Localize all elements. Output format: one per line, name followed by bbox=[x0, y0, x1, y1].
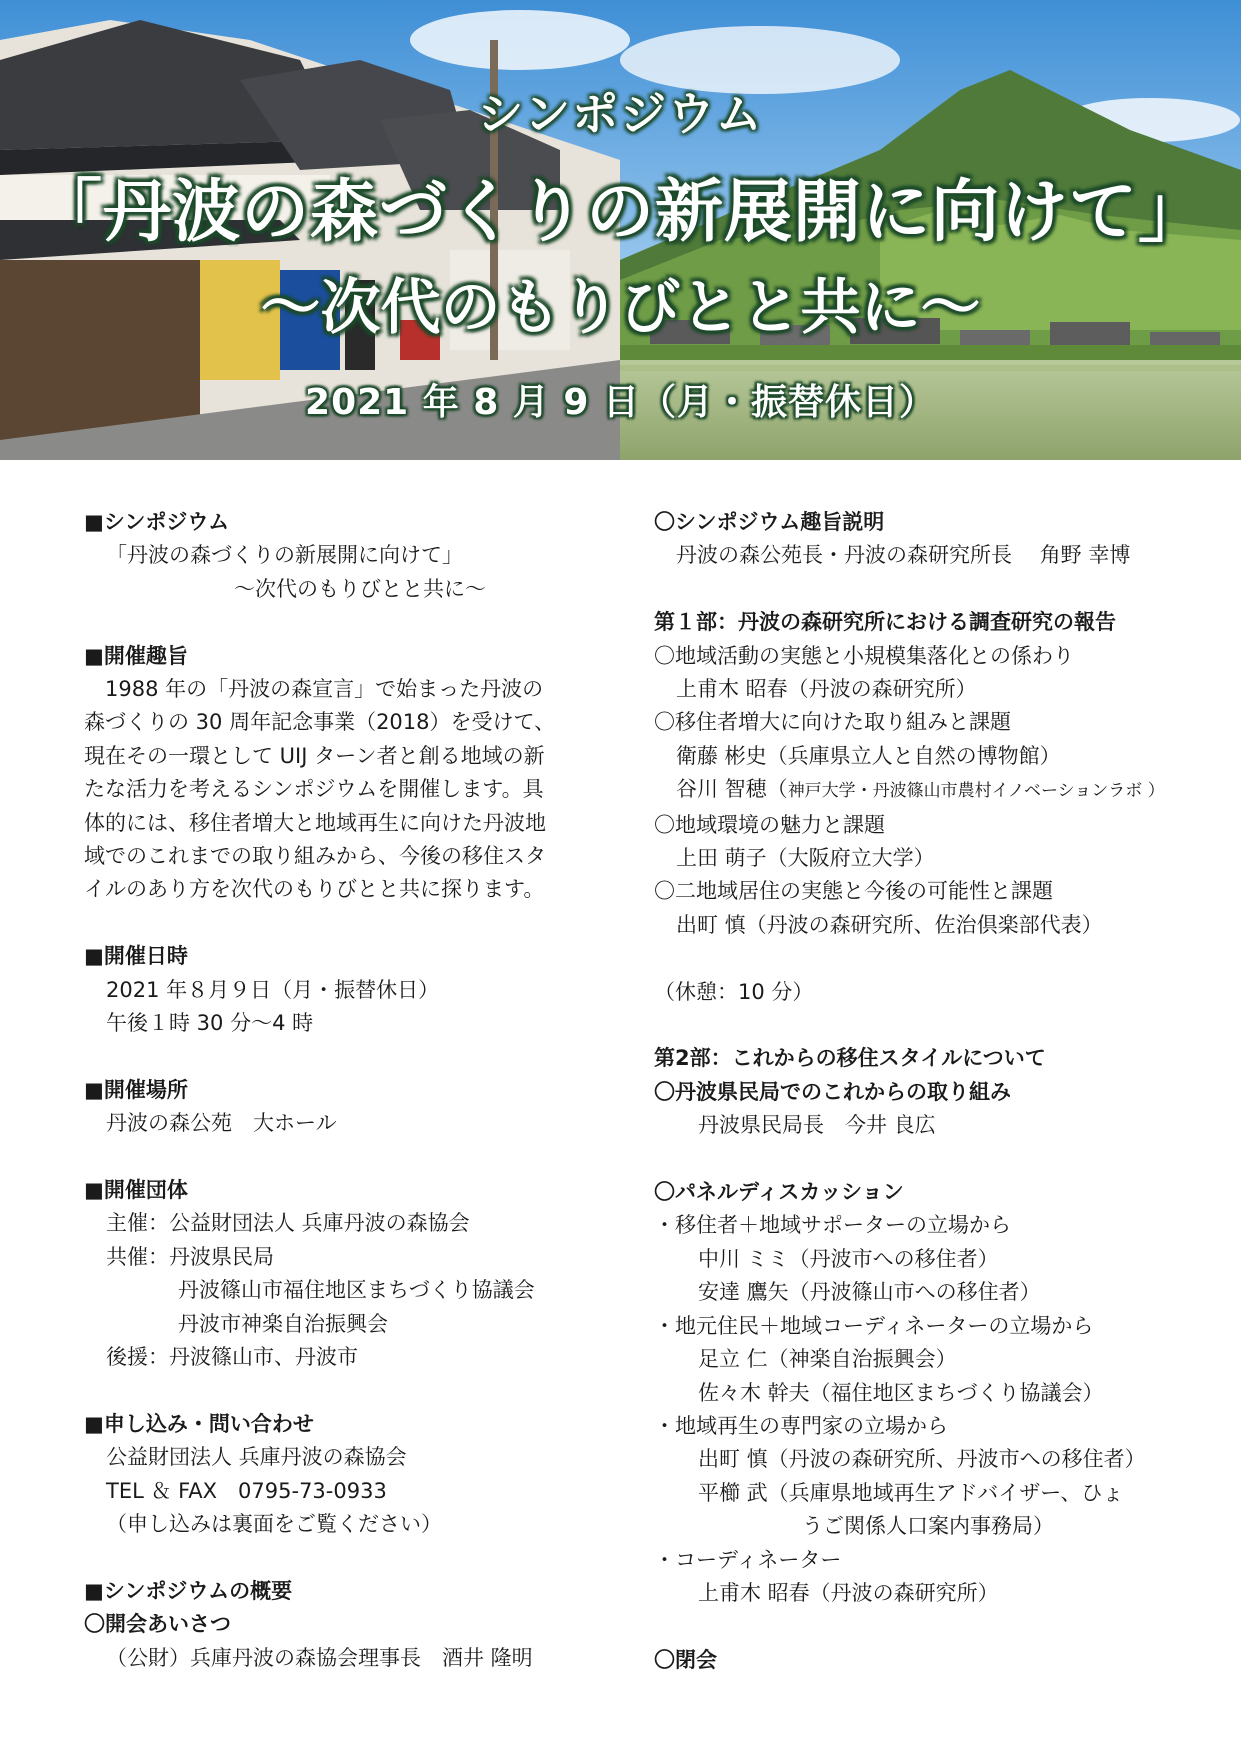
panelist: 安達 鷹矢（丹波篠山市への移住者） bbox=[698, 1280, 1041, 1305]
page-subtitle: ～次代のもりびとと共に～ bbox=[260, 273, 981, 343]
panelist: 足立 仁（神楽自治振興会） bbox=[698, 1347, 957, 1372]
section-heading-purpose: ■開催趣旨 bbox=[84, 643, 188, 668]
speaker-affiliation: 神戸大学・丹波篠山市農村イノベーションラボ ） bbox=[787, 781, 1165, 802]
panelist: 出町 慎（丹波の森研究所、丹波市への移住者） bbox=[698, 1447, 1146, 1472]
speaker bbox=[654, 773, 1174, 808]
contact-note: （申し込みは裏面をご覧ください） bbox=[106, 1512, 442, 1537]
venue-text: 丹波の森公苑 大ホール bbox=[106, 1111, 337, 1136]
speaker-name: 谷川 智穂（ bbox=[676, 777, 788, 802]
panelist: 佐々木 幹夫（福住地区まちづくり協議会） bbox=[698, 1380, 1104, 1405]
host-text: 主催：公益財団法人 兵庫丹波の森協会 bbox=[106, 1211, 470, 1236]
panel-group: ・コーディネーター bbox=[654, 1547, 842, 1572]
left-column bbox=[84, 506, 604, 1675]
program-intro: 〇シンポジウム趣旨説明 bbox=[654, 510, 885, 534]
panelist: 上甫木 昭春（丹波の森研究所） bbox=[698, 1580, 999, 1605]
event-date-text: 2021 年８月９日（月・振替休日） bbox=[106, 977, 440, 1002]
intro-speaker: 丹波の森公苑長・丹波の森研究所長 角野 幸博 bbox=[676, 543, 1131, 568]
contact-tel: TEL ＆ FAX 0795-73-0933 bbox=[106, 1478, 387, 1503]
speaker: 丹波県民局長 今井 良広 bbox=[698, 1113, 936, 1138]
event-time-text: 午後１時 30 分～4 時 bbox=[106, 1011, 314, 1036]
purpose-line: 体的には、移住者増大と地域再生に向けた丹波地 bbox=[84, 810, 546, 835]
section-heading-venue: ■開催場所 bbox=[84, 1077, 188, 1102]
panel-group: ・地域再生の専門家の立場から bbox=[654, 1413, 948, 1438]
section-heading-contact: ■申し込み・問い合わせ bbox=[84, 1411, 314, 1436]
opening-speaker: （公財）兵庫丹波の森協会理事長 酒井 隆明 bbox=[106, 1645, 533, 1670]
panelist: 平櫛 武（兵庫県地域再生アドバイザー、ひょ bbox=[698, 1480, 1124, 1505]
purpose-line: 森づくりの 30 周年記念事業（2018）を受けて、 bbox=[84, 710, 556, 735]
purpose-line: 1988 年の「丹波の森宣言」で始まった丹波の bbox=[84, 677, 544, 702]
symposium-title: 「丹波の森づくりの新展開に向けて」 bbox=[106, 543, 463, 568]
speaker: 出町 慎（丹波の森研究所、佐治倶楽部代表） bbox=[676, 912, 1103, 937]
section-heading-overview: ■シンポジウムの概要 bbox=[84, 1578, 293, 1603]
program-opening: 〇開会あいさつ bbox=[84, 1612, 231, 1637]
section-heading-symposium: ■シンポジウム bbox=[84, 510, 230, 534]
page-title: 「丹波の森づくりの新展開に向けて」 bbox=[33, 173, 1207, 252]
purpose-line: 現在その一環として UIJ ターン者と創る地域の新 bbox=[84, 743, 545, 768]
part1-heading: 第１部：丹波の森研究所における調査研究の報告 bbox=[654, 610, 1116, 635]
panel-group: ・地元住民＋地域コーディネーターの立場から bbox=[654, 1313, 1094, 1338]
program-topic: 〇二地域居住の実態と今後の可能性と課題 bbox=[654, 879, 1053, 904]
symposium-label: シンポジウム bbox=[477, 87, 764, 141]
purpose-line: イルのあり方を次代のもりびとと共に探ります。 bbox=[84, 877, 545, 902]
event-date: 2021 年 8 月 9 日（月・振替休日） bbox=[305, 382, 936, 423]
panelist-continued: うご関係人口案内事務局） bbox=[802, 1514, 1054, 1539]
part2-heading: 第2部：これからの移住スタイルについて bbox=[654, 1046, 1046, 1071]
cohost-text: 共催：丹波県民局 bbox=[106, 1244, 274, 1269]
section-heading-organizers: ■開催団体 bbox=[84, 1178, 188, 1203]
cohost-text: 丹波市神楽自治振興会 bbox=[178, 1311, 388, 1336]
panelist: 中川 ミミ（丹波市への移住者） bbox=[698, 1246, 999, 1271]
panel-heading: 〇パネルディスカッション bbox=[654, 1180, 904, 1205]
header-banner bbox=[0, 0, 1241, 460]
section-heading-datetime: ■開催日時 bbox=[84, 944, 188, 969]
purpose-line: たな活力を考えるシンポジウムを開催します。具 bbox=[84, 777, 544, 802]
program-topic: 〇丹波県民局でのこれからの取り組み bbox=[654, 1079, 1011, 1104]
break-text: （休憩：10 分） bbox=[654, 979, 814, 1004]
cohost-text: 丹波篠山市福住地区まちづくり協議会 bbox=[178, 1278, 535, 1303]
program-topic: 〇地域環境の魅力と課題 bbox=[654, 812, 885, 837]
purpose-line: 域でのこれまでの取り組みから、今後の移住スタ bbox=[84, 844, 546, 869]
panel-group: ・移住者＋地域サポーターの立場から bbox=[654, 1213, 1011, 1238]
contact-org: 公益財団法人 兵庫丹波の森協会 bbox=[106, 1445, 407, 1470]
symposium-subtitle: ～次代のもりびとと共に～ bbox=[234, 576, 486, 601]
program-closing: 〇閉会 bbox=[654, 1647, 717, 1672]
speaker: 上田 萌子（大阪府立大学） bbox=[676, 846, 935, 871]
program-topic: 〇移住者増大に向けた取り組みと課題 bbox=[654, 710, 1011, 735]
speaker: 上甫木 昭春（丹波の森研究所） bbox=[676, 677, 977, 702]
support-text: 後援：丹波篠山市、丹波市 bbox=[106, 1345, 358, 1370]
right-column bbox=[654, 506, 1174, 1677]
program-topic: 〇地域活動の実態と小規模集落化との係わり bbox=[654, 643, 1074, 668]
speaker: 衛藤 彬史（兵庫県立人と自然の博物館） bbox=[676, 743, 1061, 768]
